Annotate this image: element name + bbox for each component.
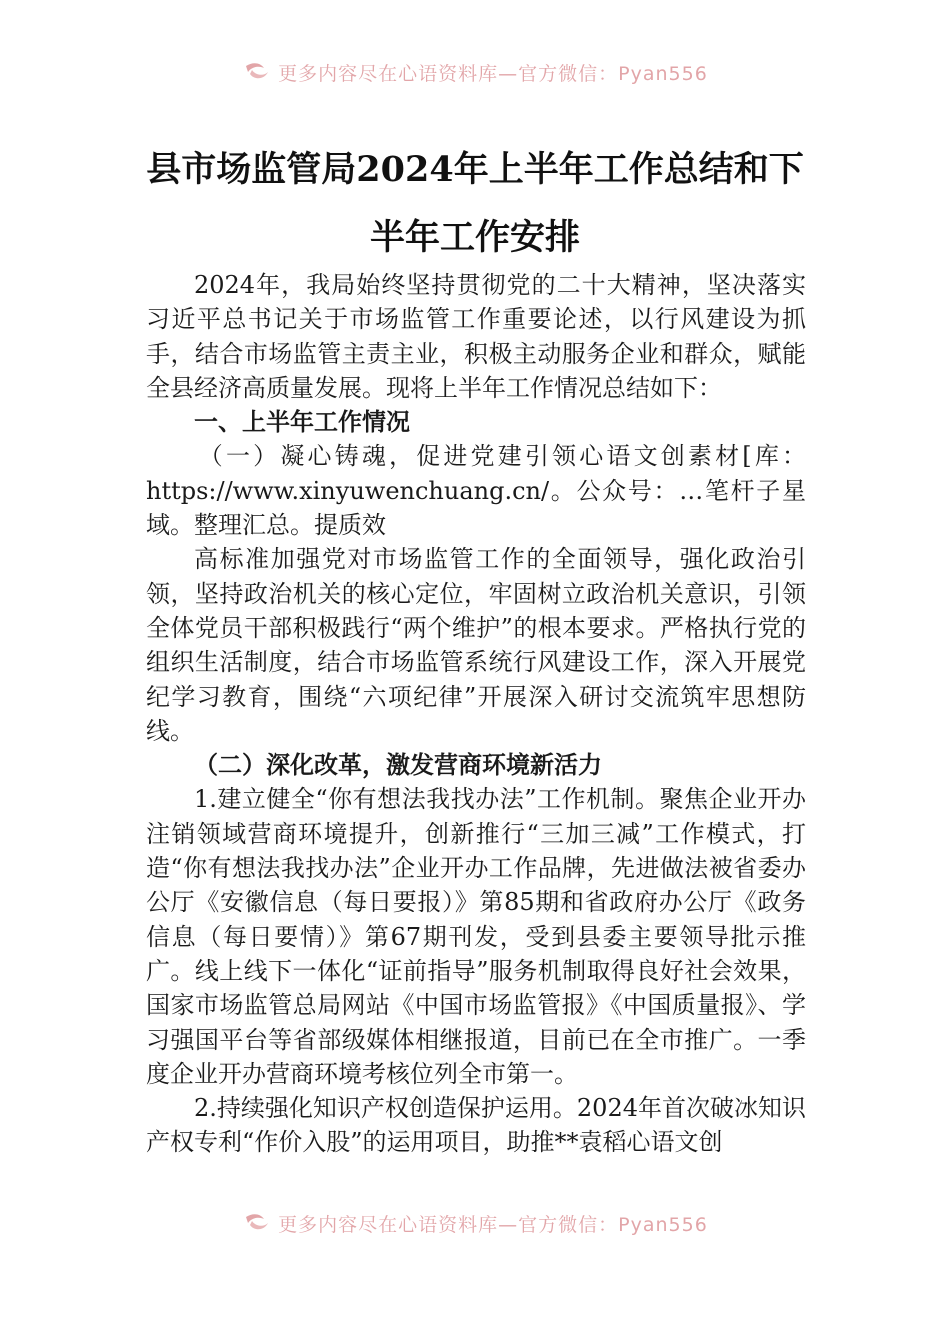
document-body xyxy=(146,268,806,1160)
watermark-footer xyxy=(0,1203,950,1243)
watermark-logo-icon xyxy=(242,1211,272,1235)
body-paragraph-3: 2.持续强化知识产权创造保护运用。2024年首次破冰知识产权专利“作价入股”的运用项目，助推**袁稻心语文创 xyxy=(146,1094,806,1157)
body-paragraph-2: 1.建立健全“你有想法我找办法”工作机制。聚焦企业开办注销领域营商环境提升，创新推行“三加三减”工作模式，打造“你有想法我找办法”企业开办工作品牌，先进做法被省委办公厅《安徽信息（每日要报）》第85期和省政府办公厅《政务信息（每日要情）》第67期刊发，受到县委主要领导批示推广。线上线下一体化“证前指导”服务机制取得良好社会效果，国家市场监管总局网站《中国市场监管报》《中国质量报》、学习强国平台等省部级媒体相继报道，目前已在全市推广。一季度企业开办营商环境考核位列全市第一。 xyxy=(146,785,806,1088)
intro-paragraph: 2024年，我局始终坚持贯彻党的二十大精神，坚决落实习近平总书记关于市场监管工作重要论述，以行风建设为抓手，结合市场监管主责主业，积极主动服务企业和群众，赋能全县经济高质量发展。现将上半年工作情况总结如下： xyxy=(146,271,806,402)
watermark-text: 更多内容尽在心语资料库—官方微信：Pyan556 xyxy=(278,62,708,85)
watermark-logo-icon xyxy=(242,60,272,84)
watermark-header xyxy=(0,52,950,92)
page-title-line1: 县市场监管局2024年上半年工作总结和下 xyxy=(146,149,804,190)
page-title-line2: 半年工作安排 xyxy=(369,217,580,258)
section-heading-1: 一、上半年工作情况 xyxy=(194,408,410,437)
subsection-heading-2: （二）深化改革，激发营商环境新活力 xyxy=(194,750,602,780)
watermark-text: 更多内容尽在心语资料库—官方微信：Pyan556 xyxy=(278,1213,708,1236)
body-paragraph-1: 高标准加强党对市场监管工作的全面领导，强化政治引领，坚持政治机关的核心定位，牢固树立政治机关意识，引领全体党员干部积极践行“两个维护”的根本要求。严格执行党的组织生活制度，结合市场监管系统行风建设工作，深入开展党纪学习教育，围绕“六项纪律”开展深入研讨交流筑牢思想防线。 xyxy=(146,545,806,745)
subsection-heading-1: （一）凝心铸魂，促进党建引领心语文创素材[库：https://www.xinyuwenchuang.cn/。公众号：…笔杆子星域。整理汇总。提质效 xyxy=(146,442,806,540)
